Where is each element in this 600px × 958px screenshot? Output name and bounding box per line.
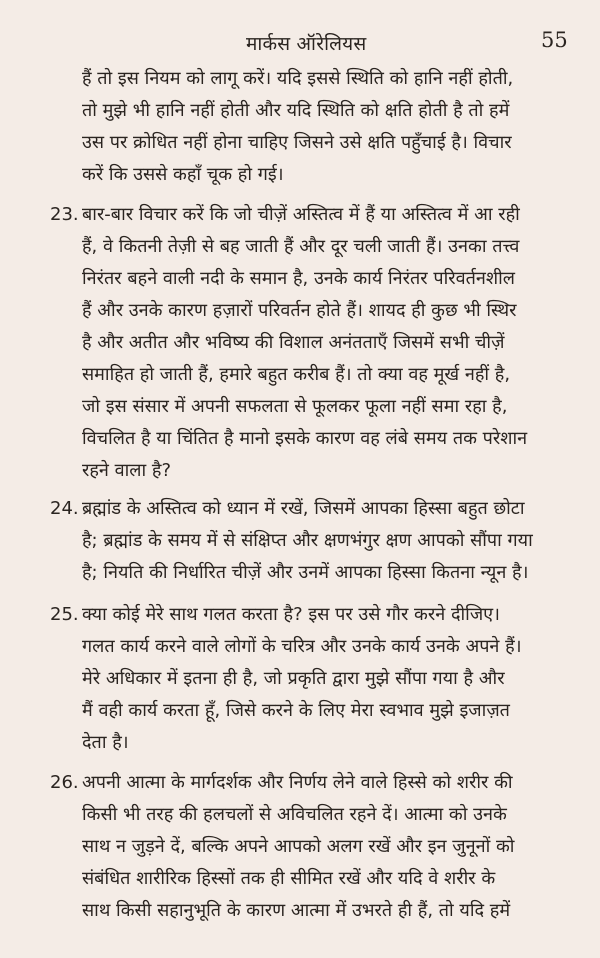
- text-line: है; ब्रह्मांड के समय में से संक्षिप्त और क्षणभंगुर क्षण आपको सौंपा गया: [82, 530, 533, 551]
- text-line: समाहित हो जाती हैं, हमारे बहुत करीब हैं। तो क्या वह मूर्ख नहीं है,: [82, 364, 511, 385]
- text-line: गलत कार्य करने वाले लोगों के चरित्र और उनके कार्य उनके अपने हैं।: [82, 636, 522, 657]
- text-line: क्या कोई मेरे साथ गलत करता है? इस पर उसे गौर करने दीजिए।: [82, 604, 500, 625]
- text-line: करें कि उससे कहाँ चूक हो गई।: [82, 164, 284, 185]
- text-line: अपनी आत्मा के मार्गदर्शक और निर्णय लेने वाले हिस्से को शरीर की: [82, 772, 513, 793]
- text-line: मैं वही कार्य करता हूँ, जिसे करने के लिए मेरा स्वभाव मुझे इजाज़त: [82, 700, 510, 721]
- text-line: तो मुझे भी हानि नहीं होती और यदि स्थिति को क्षति होती है तो हमें: [82, 100, 510, 121]
- text-line: संबंधित शारीरिक हिस्सों तक ही सीमित रखें और यदि वे शरीर के: [82, 868, 496, 889]
- text-line: हैं तो इस नियम को लागू करें। यदि इससे स्थिति को हानि नहीं होती,: [82, 68, 514, 89]
- item-number: 25.: [50, 604, 79, 625]
- text-line: किसी भी तरह की हलचलों से अविचलित रहने दें। आत्मा को उनके: [82, 804, 507, 825]
- running-title: मार्कस ऑरेलियस: [246, 33, 367, 55]
- text-line: विचलित है या चिंतित है मानो इसके कारण वह लंबे समय तक परेशान: [82, 428, 528, 449]
- text-line: है और अतीत और भविष्य की विशाल अनंतताएँ जिसमें सभी चीज़ें: [82, 332, 505, 353]
- text-line: उस पर क्रोधित नहीं होना चाहिए जिसने उसे क्षति पहुँचाई है। विचार: [82, 132, 512, 153]
- text-line: जो इस संसार में अपनी सफलता से फूलकर फूला नहीं समा रहा है,: [82, 396, 508, 417]
- text-line: साथ किसी सहानुभूति के कारण आत्मा में उभरते ही हैं, तो यदि हमें: [82, 900, 511, 921]
- page-number: 55: [541, 28, 568, 52]
- text-line: साथ न जुड़ने दें, बल्कि अपने आपको अलग रखें और इन जुनूनों को: [82, 836, 515, 857]
- text-line: बार-बार विचार करें कि जो चीज़ें अस्तित्व में हैं या अस्तित्व में आ रही: [82, 204, 520, 225]
- item-number: 23.: [50, 204, 79, 225]
- text-line: हैं और उनके कारण हज़ारों परिवर्तन होते हैं। शायद ही कुछ भी स्थिर: [82, 300, 517, 321]
- text-line: रहने वाला है?: [82, 460, 172, 481]
- item-number: 26.: [50, 772, 79, 793]
- text-line: है; नियति की निर्धारित चीज़ें और उनमें आपका हिस्सा कितना न्यून है।: [82, 562, 529, 583]
- page-header: [0, 30, 600, 60]
- text-line: हैं, वे कितनी तेज़ी से बह जाती हैं और दूर चली जाती हैं। उनका तत्त्व: [82, 236, 520, 257]
- text-line: ब्रह्मांड के अस्तित्व को ध्यान में रखें, जिसमें आपका हिस्सा बहुत छोटा: [82, 498, 525, 519]
- text-line: निरंतर बहने वाली नदी के समान है, उनके कार्य निरंतर परिवर्तनशील: [82, 268, 515, 289]
- item-number: 24.: [50, 498, 79, 519]
- text-line: मेरे अधिकार में इतना ही है, जो प्रकृति द्वारा मुझे सौंपा गया है और: [82, 668, 505, 689]
- text-line: देता है।: [82, 732, 129, 753]
